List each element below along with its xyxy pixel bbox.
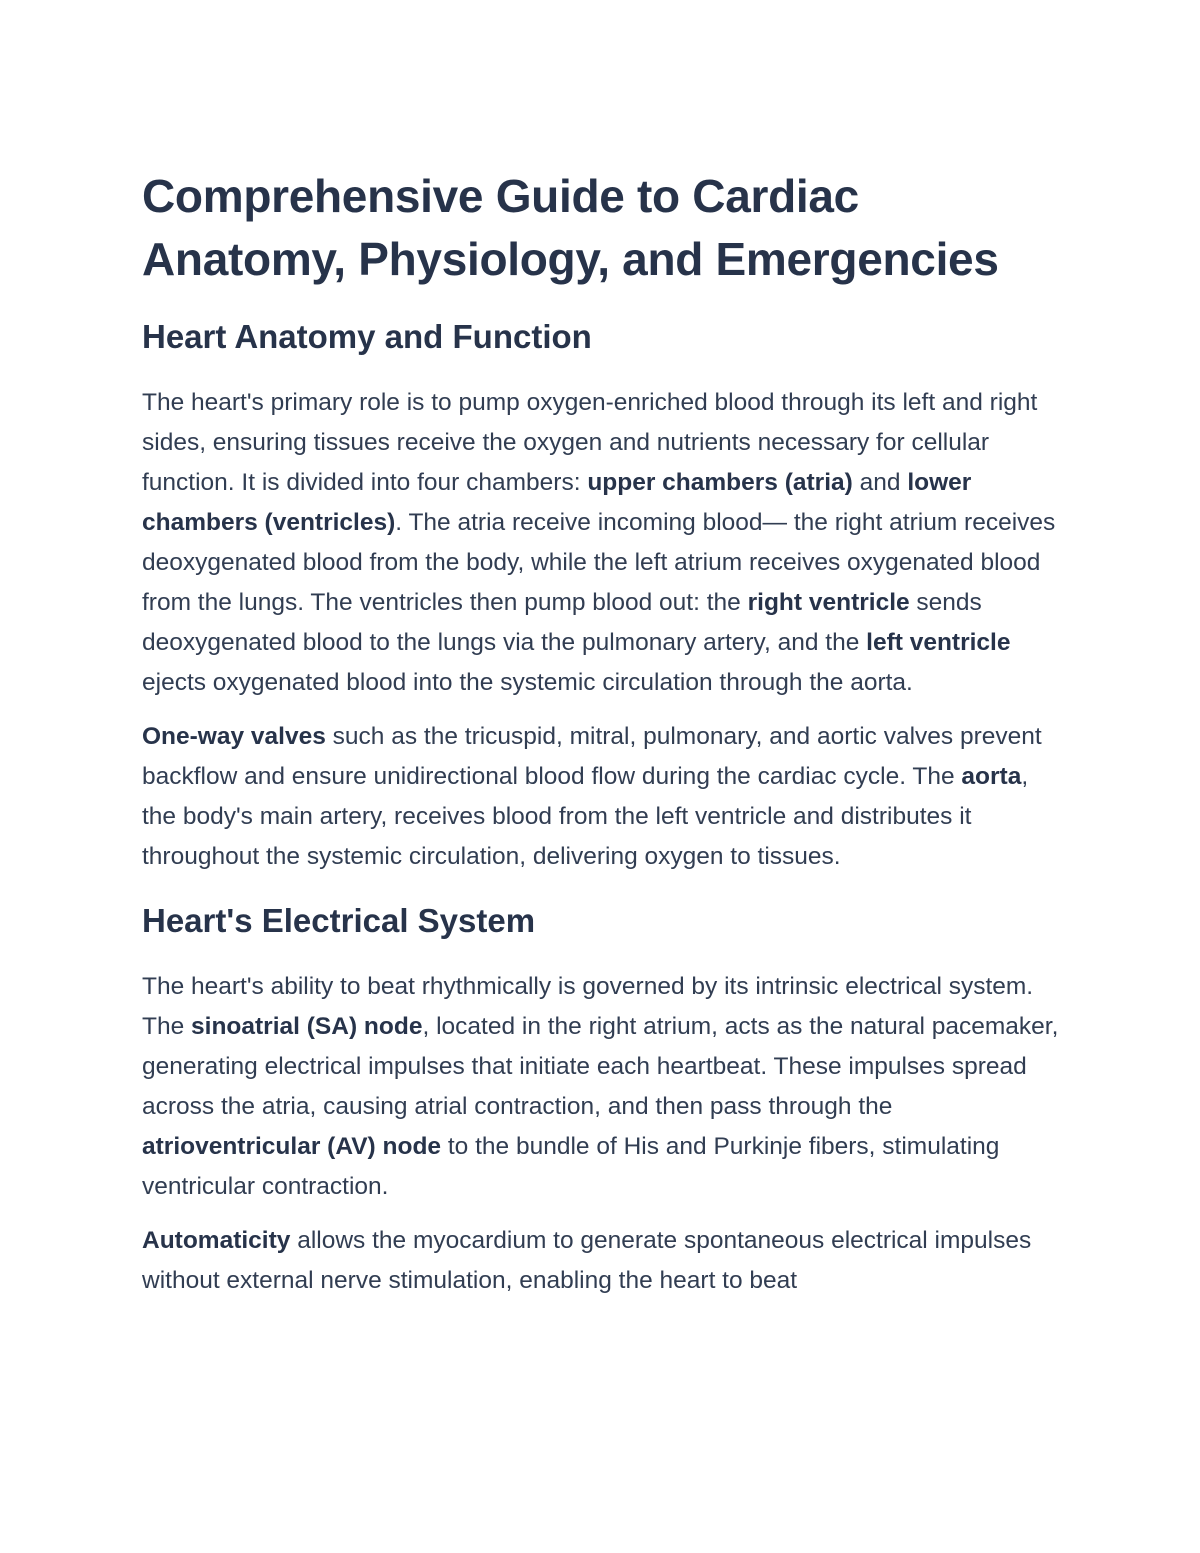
paragraph (142, 717, 1067, 877)
text-run: The heart's ability to beat rhythmically is governed by its intrinsic electrical system. The (142, 973, 1034, 1040)
bold-term: lower chambers (ventricles) (142, 469, 972, 536)
text-run: The heart's primary role is to pump oxygen-enriched blood through its left and right sides, ensuring tissues receive the oxygen and nutrients necessary for cellular function. It is divided into four chambers: (142, 389, 1038, 496)
bold-term: left ventricle (866, 629, 1011, 656)
bold-term: Automaticity (142, 1227, 291, 1254)
document-title: Comprehensive Guide to Cardiac Anatomy, Physiology, and Emergencies (142, 170, 999, 285)
text-run: such as the tricuspid, mitral, pulmonary, and aortic valves prevent backflow and ensure unidirectional blood flow during the cardiac cycle. The (142, 723, 1042, 790)
text-run: and (852, 469, 908, 496)
text-run: to the bundle of His and Purkinje fibers, stimulating ventricular contraction. (142, 1133, 1000, 1200)
text-run: , located in the right atrium, acts as the natural pacemaker, generating electrical impulses that initiate each heartbeat. These impulses spread across the atria, causing atrial contraction, and then pass through the (142, 1013, 1059, 1120)
bold-term: atrioventricular (AV) node (142, 1133, 442, 1160)
section-electrical-system (142, 901, 1067, 1301)
text-run: , the body's main artery, receives blood from the left ventricle and distributes it throughout the systemic circulation, delivering oxygen to tissues. (142, 763, 1029, 870)
text-run: allows the myocardium to generate spontaneous electrical impulses without external nerve stimulation, enabling the heart to beat (142, 1227, 1032, 1294)
paragraph (142, 383, 1067, 703)
bold-term: sinoatrial (SA) node (191, 1013, 423, 1040)
section-heading: Heart Anatomy and Function (142, 318, 592, 355)
section-heart-anatomy (142, 317, 1067, 877)
text-run: . The atria receive incoming blood— the right atrium receives deoxygenated blood from the body, while the left atrium receives oxygenated blood from the lungs. The ventricles then pump blood out: the (142, 509, 1056, 616)
bold-term: aorta (961, 763, 1022, 790)
paragraph (142, 1221, 1067, 1301)
bold-term: upper chambers (atria) (587, 469, 853, 496)
text-run: ejects oxygenated blood into the systemic circulation through the aorta. (142, 669, 913, 696)
text-run: sends deoxygenated blood to the lungs via the pulmonary artery, and the (142, 589, 982, 656)
section-heading: Heart's Electrical System (142, 902, 536, 939)
bold-term: One-way valves (142, 723, 326, 750)
bold-term: right ventricle (747, 589, 910, 616)
paragraph (142, 967, 1067, 1207)
document-page (142, 165, 1067, 1315)
